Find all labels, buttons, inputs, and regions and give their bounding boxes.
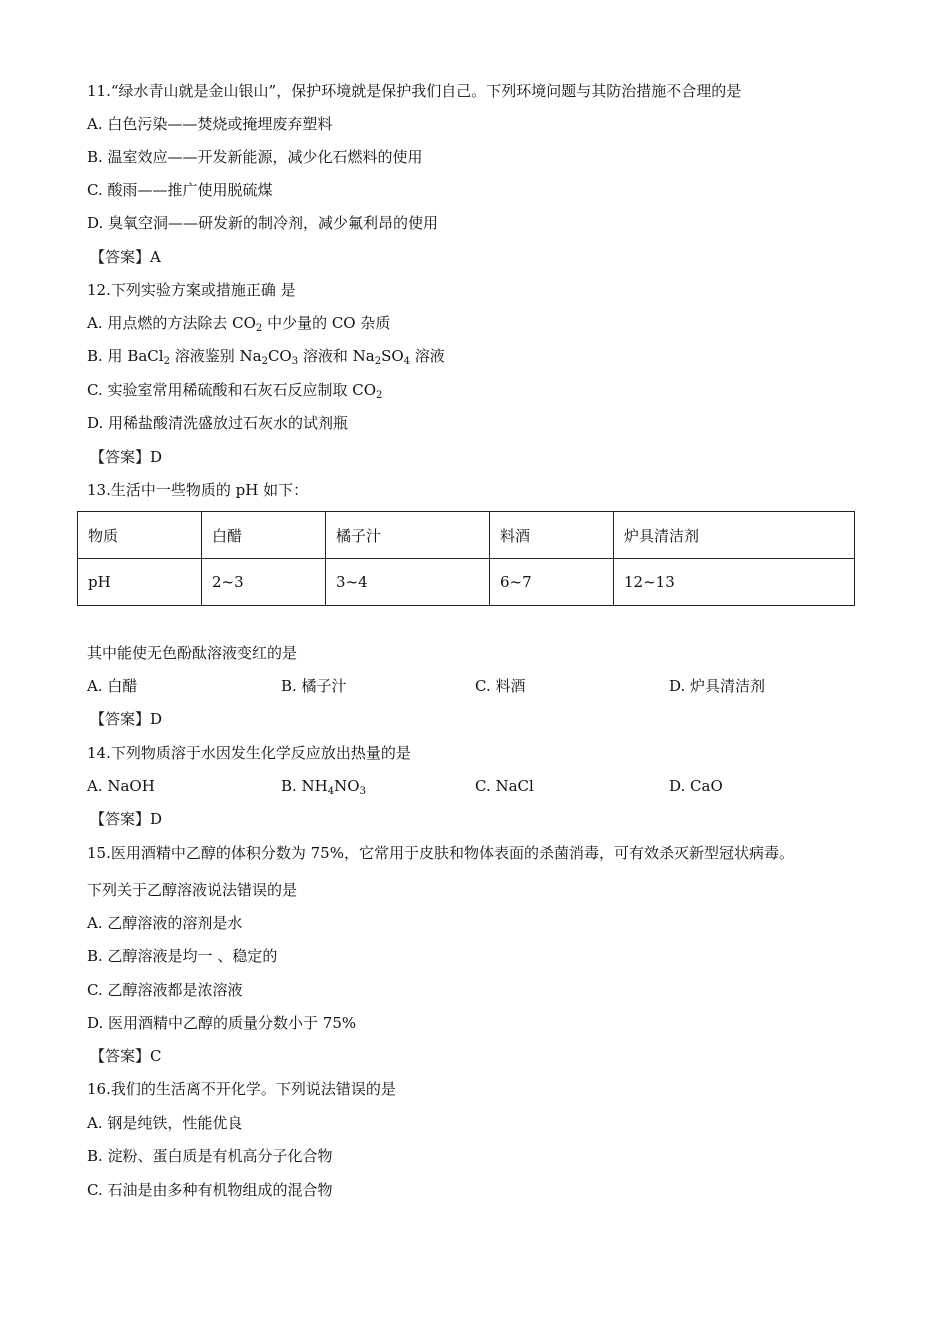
question-15-stem-line-2: 下列关于乙醇溶液说法错误的是 xyxy=(87,881,298,899)
question-14-answer: 【答案】D xyxy=(90,810,163,828)
question-15-answer: 【答案】C xyxy=(90,1047,162,1065)
q12a-text-1: A. 用点燃的方法除去 CO xyxy=(87,314,256,332)
question-12-option-b xyxy=(87,346,445,366)
q12c-text: C. 实验室常用稀硫酸和石灰石反应制取 CO xyxy=(87,381,377,399)
question-13-answer: 【答案】D xyxy=(90,710,163,728)
question-12-option-d: D. 用稀盐酸清洗盛放过石灰水的试剂瓶 xyxy=(87,414,349,432)
question-16-option-a: A. 钢是纯铁，性能优良 xyxy=(87,1114,243,1132)
question-14-option-a: A. NaOH xyxy=(87,777,155,795)
question-13-stem: 13.生活中一些物质的 pH 如下： xyxy=(87,481,309,499)
question-15-stem-line-1: 15.医用酒精中乙醇的体积分数为 75%，它常用于皮肤和物体表面的杀菌消毒，可有效杀灭新型冠状病毒。 xyxy=(87,844,794,862)
question-13-option-c: C. 料酒 xyxy=(475,677,526,695)
q12b-t6: 溶液 xyxy=(410,347,445,365)
q12a-sub: 2 xyxy=(255,323,263,334)
table-cell: 炉具清洁剂 xyxy=(614,512,855,559)
q12a-text-2: 中少量的 CO 杂质 xyxy=(262,314,391,332)
question-14-option-c: C. NaCl xyxy=(475,777,534,795)
question-15-option-c: C. 乙醇溶液都是浓溶液 xyxy=(87,981,243,999)
table-header-row xyxy=(78,512,855,559)
question-16-option-b: B. 淀粉、蛋白质是有机高分子化合物 xyxy=(87,1147,333,1165)
question-12-stem: 12.下列实验方案或措施正确 是 xyxy=(87,281,296,299)
table-cell: 物质 xyxy=(78,512,202,559)
question-15-option-a: A. 乙醇溶液的溶剂是水 xyxy=(87,914,243,932)
table-cell: pH xyxy=(78,559,202,606)
table-cell: 12~13 xyxy=(614,559,855,606)
ph-table xyxy=(77,511,855,606)
q12b-s3: 3 xyxy=(291,356,299,367)
table-cell: 白醋 xyxy=(202,512,326,559)
q12b-s5: 4 xyxy=(403,356,411,367)
question-14-stem: 14.下列物质溶于水因发生化学反应放出热量的是 xyxy=(87,744,411,762)
question-11-option-b: B. 温室效应——开发新能源，减少化石燃料的使用 xyxy=(87,148,423,166)
question-15-option-d: D. 医用酒精中乙醇的质量分数小于 75% xyxy=(87,1014,357,1032)
question-14-option-b xyxy=(281,776,366,796)
question-13-option-b: B. 橘子汁 xyxy=(281,677,347,695)
question-12-answer: 【答案】D xyxy=(90,448,163,466)
q12b-t4: 溶液和 Na xyxy=(298,347,375,365)
table-cell: 6~7 xyxy=(490,559,614,606)
q12b-s1: 2 xyxy=(163,356,170,367)
question-16-stem: 16.我们的生活离不开化学。下列说法错误的是 xyxy=(87,1080,396,1098)
q14b-s2: 3 xyxy=(359,786,366,797)
q12b-t2: 溶液鉴别 Na xyxy=(169,347,262,365)
table-cell: 料酒 xyxy=(490,512,614,559)
table-cell: 橘子汁 xyxy=(326,512,490,559)
q14b-t2: NO xyxy=(334,777,360,795)
table-row xyxy=(78,559,855,606)
question-13-option-a: A. 白醋 xyxy=(87,677,138,695)
question-13-option-d: D. 炉具清洁剂 xyxy=(669,677,766,695)
question-11-option-a: A. 白色污染——焚烧或掩埋废弃塑料 xyxy=(87,115,333,133)
question-13-question: 其中能使无色酚酞溶液变红的是 xyxy=(87,644,298,662)
q12b-s2: 2 xyxy=(261,356,268,367)
q12b-t5: SO xyxy=(381,347,404,365)
question-15-option-b: B. 乙醇溶液是均一 、稳定的 xyxy=(87,947,278,965)
question-11-option-d: D. 臭氧空洞——研发新的制冷剂，减少氟利昂的使用 xyxy=(87,214,439,232)
q12b-s4: 2 xyxy=(374,356,382,367)
question-11-answer: 【答案】A xyxy=(90,248,161,266)
question-14-option-d: D. CaO xyxy=(669,777,723,795)
question-12-option-c xyxy=(87,380,382,400)
table-cell: 2~3 xyxy=(202,559,326,606)
question-12-option-a xyxy=(87,313,390,333)
question-11-stem: 11.“绿水青山就是金山银山”，保护环境就是保护我们自己。下列环境问题与其防治措施不合理的是 xyxy=(87,82,742,100)
q12b-t1: B. 用 BaCl xyxy=(87,347,164,365)
q12c-sub: 2 xyxy=(376,390,383,401)
table-cell: 3~4 xyxy=(326,559,490,606)
q14b-s1: 4 xyxy=(327,786,335,797)
question-16-option-c: C. 石油是由多种有机物组成的混合物 xyxy=(87,1181,333,1199)
question-11-option-c: C. 酸雨——推广使用脱硫煤 xyxy=(87,181,273,199)
q12b-t3: CO xyxy=(267,347,292,365)
q14b-t1: B. NH xyxy=(281,777,328,795)
